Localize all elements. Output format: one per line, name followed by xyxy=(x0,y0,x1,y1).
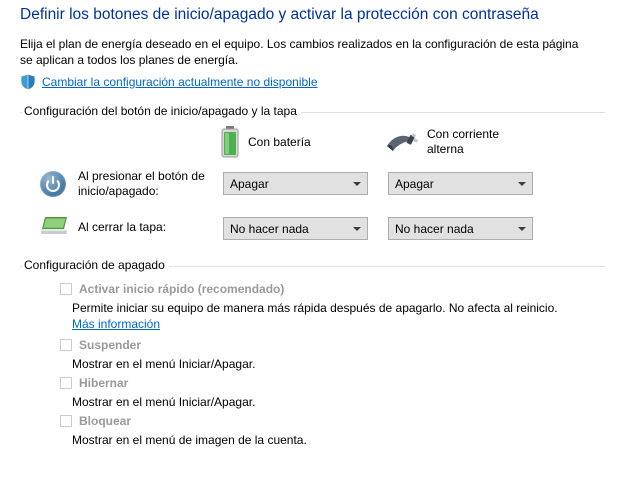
row-lid-close-label: Al cerrar la tapa: xyxy=(78,219,167,234)
desc-sleep xyxy=(72,356,592,372)
group-button-lid-settings xyxy=(20,104,605,242)
power-button-battery-combo[interactable] xyxy=(223,172,368,195)
power-button-icon xyxy=(40,171,66,197)
power-button-ac-combo-wrap[interactable] xyxy=(388,172,533,195)
column-header-ac-label: Con corriente alterna xyxy=(427,127,500,156)
power-plug-icon xyxy=(385,132,419,154)
group-button-lid-legend: Configuración del botón de inicio/apagado y la tapa xyxy=(22,104,301,118)
checkbox-box[interactable] xyxy=(60,415,72,427)
desc-text: Mostrar en el menú de imagen de la cuenta. xyxy=(72,433,307,447)
checkbox-hibernate-label: Hibernar xyxy=(79,376,129,390)
change-unavailable-settings-link[interactable]: Cambiar la configuración actualmente no disponible xyxy=(42,75,318,89)
checkbox-lock-label: Bloquear xyxy=(79,414,132,428)
power-button-battery-combo-wrap[interactable] xyxy=(223,172,368,195)
more-info-link[interactable]: Más información xyxy=(72,317,161,331)
checkbox-sleep-label: Suspender xyxy=(79,338,142,352)
group-shutdown-legend: Configuración de apagado xyxy=(22,258,169,272)
row-lid-close xyxy=(40,215,220,239)
change-settings-row[interactable] xyxy=(20,74,318,90)
page-intro-text: Elija el plan de energía deseado en el equipo. Los cambios realizados en la configuración de esta página se aplican a todos los planes de energía. xyxy=(20,37,579,67)
row-power-button-label: Al presionar el botón de inicio/apagado: xyxy=(78,169,205,198)
lid-battery-combo-wrap[interactable] xyxy=(223,217,368,240)
column-header-battery xyxy=(220,126,311,158)
desc-lock xyxy=(72,432,592,448)
desc-text: Mostrar en el menú Iniciar/Apagar. xyxy=(72,395,256,409)
column-header-battery-label: Con batería xyxy=(248,135,311,149)
uac-shield-icon xyxy=(20,74,36,90)
column-header-ac xyxy=(385,126,527,157)
desc-hibernate xyxy=(72,394,592,410)
power-button-ac-combo[interactable] xyxy=(388,172,533,195)
lid-ac-combo[interactable] xyxy=(388,217,533,240)
group-shutdown-settings xyxy=(20,258,605,456)
checkbox-box[interactable] xyxy=(60,283,72,295)
battery-icon xyxy=(220,126,240,158)
lid-battery-combo[interactable] xyxy=(223,217,368,240)
checkbox-box[interactable] xyxy=(60,339,72,351)
desc-text: Mostrar en el menú Iniciar/Apagar. xyxy=(72,357,256,371)
lid-ac-combo-wrap[interactable] xyxy=(388,217,533,240)
checkbox-box[interactable] xyxy=(60,377,72,389)
row-power-button xyxy=(40,169,220,199)
desc-fast-startup xyxy=(72,300,577,332)
checkbox-fast-startup-label: Activar inicio rápido (recomendado) xyxy=(79,282,285,296)
page-title: Definir los botones de inicio/apagado y activar la protección con contraseña xyxy=(20,6,539,23)
desc-text: Permite iniciar su equipo de manera más rápida después de apagarlo. No afecta al reinicio. xyxy=(72,301,558,315)
laptop-lid-icon xyxy=(40,215,70,239)
